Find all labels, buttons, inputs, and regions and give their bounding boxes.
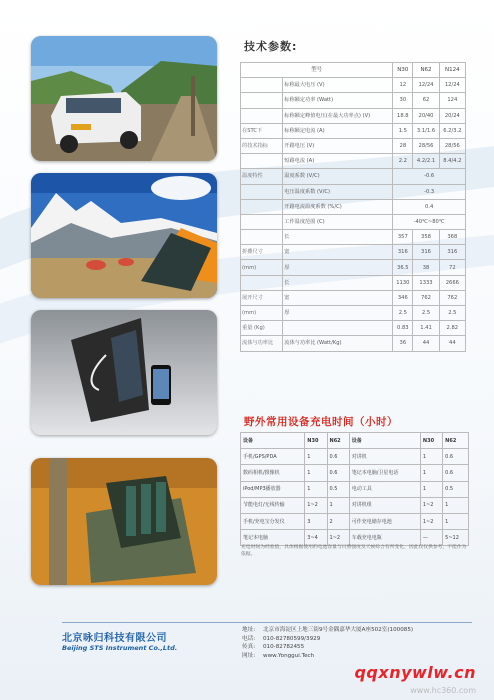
spec-cell: 762 xyxy=(439,290,465,305)
spec-cell: 346 xyxy=(393,290,413,305)
watermark: qqxnywlw.cn xyxy=(354,663,476,682)
spec-cell xyxy=(283,321,393,336)
spec-cell: 短路电流 (A) xyxy=(283,154,393,169)
spec-row xyxy=(241,230,466,245)
spec-cell: 358 xyxy=(413,230,439,245)
address-value: 北京市海淀区上地三街9号金隅嘉华大厦A座502室(100085) xyxy=(263,627,414,633)
spec-cell: 1130 xyxy=(393,275,413,290)
charge-cell: N62 xyxy=(327,433,349,449)
spec-cell: 30 xyxy=(393,93,413,108)
charge-row xyxy=(241,449,469,465)
charge-cell: 笔记本电脑/卫星电话 xyxy=(349,465,420,481)
spec-cell: 宽 xyxy=(283,245,393,260)
spec-cell: 316 xyxy=(393,245,413,260)
company-name-cn: 北京咏归科技有限公司 xyxy=(62,633,167,644)
spec-row xyxy=(241,154,466,169)
spec-cell: 18.8 xyxy=(393,108,413,123)
charge-cell: 手机/GPS/PDA xyxy=(241,449,305,465)
spec-cell: 44 xyxy=(413,336,439,351)
spec-cell: 1.41 xyxy=(413,321,439,336)
spec-cell: 2666 xyxy=(439,275,465,290)
web-label: 网址: xyxy=(242,652,256,659)
web-value[interactable]: www.Yonggui.Tech xyxy=(263,652,315,659)
spec-cell: 28/56 xyxy=(439,138,465,153)
fax-label: 传真: xyxy=(242,644,256,651)
charge-cell: 1~2 xyxy=(420,513,442,529)
spec-cell: 0.83 xyxy=(393,321,413,336)
spec-cell: 工作温度范围 (C) xyxy=(283,214,393,229)
photo-truck-bridge xyxy=(31,36,217,161)
spec-cell: 宽 xyxy=(283,290,393,305)
spec-cell: 12 xyxy=(393,78,413,93)
spec-cell xyxy=(241,78,283,93)
spec-cell: 重量 (Kg) xyxy=(241,321,283,336)
contact-fax xyxy=(242,643,413,652)
spec-cell: 20/40 xyxy=(413,108,439,123)
spec-cell: 2.82 xyxy=(439,321,465,336)
spec-row xyxy=(241,184,466,199)
spec-cell: 368 xyxy=(439,230,465,245)
spec-cell: 标称最大电压 (V) xyxy=(283,78,393,93)
spec-cell: 电压温度系数 (V/C) xyxy=(283,184,393,199)
charge-cell: 设备 xyxy=(349,433,420,449)
spec-row xyxy=(241,275,466,290)
spec-cell: 在STC下 xyxy=(241,123,283,138)
charge-cell: 车载充电电瓶 xyxy=(349,530,420,546)
charge-cell: 设备 xyxy=(241,433,305,449)
charge-cell: 对讲机 xyxy=(349,449,420,465)
charge-header-row xyxy=(241,433,469,449)
charge-cell: N30 xyxy=(305,433,327,449)
spec-cell: 38 xyxy=(413,260,439,275)
charge-cell: 1~2 xyxy=(327,530,349,546)
charge-cell: 1~2 xyxy=(305,497,327,513)
spec-table xyxy=(240,62,466,352)
charge-cell: 数码相机/摄像机 xyxy=(241,465,305,481)
spec-cell: 厚 xyxy=(283,306,393,321)
spec-cell: 36 xyxy=(393,336,413,351)
address-label: 地址: xyxy=(242,627,256,633)
charge-row xyxy=(241,481,469,497)
spec-cell: 流体与功率比 (Watt/Kg) xyxy=(283,336,393,351)
spec-row xyxy=(241,336,466,351)
spec-row xyxy=(241,169,466,184)
company-name-en: Beijing STS Instrument Co.,Ltd. xyxy=(62,644,178,652)
charge-cell: 1 xyxy=(305,481,327,497)
spec-title: 技术参数: xyxy=(244,40,298,53)
charge-cell: 节能电灯/无线传输 xyxy=(241,497,305,513)
spec-cell: 12/24 xyxy=(413,78,439,93)
spec-cell: 44 xyxy=(439,336,465,351)
charge-cell: 1 xyxy=(443,497,469,513)
spec-row xyxy=(241,290,466,305)
photo-bag-leaves xyxy=(31,458,217,585)
spec-cell xyxy=(241,199,283,214)
spec-cell: 的技术指标 xyxy=(241,138,283,153)
spec-cell xyxy=(241,184,283,199)
spec-row xyxy=(241,321,466,336)
charge-cell: 电动工具 xyxy=(349,481,420,497)
spec-cell: (mm) xyxy=(241,260,283,275)
charge-cell: 3~4 xyxy=(305,530,327,546)
spec-cell: 20/24 xyxy=(439,108,465,123)
photo-panel-phone xyxy=(31,310,217,435)
spec-cell: 标称额定峰值电压(在最大功率点) (V) xyxy=(283,108,393,123)
charge-cell: 1 xyxy=(305,465,327,481)
spec-cell xyxy=(241,214,283,229)
spec-cell: 标称额定电流 (A) xyxy=(283,123,393,138)
spec-cell: 标称额定功率 (Watt) xyxy=(283,93,393,108)
spec-cell: 温度系数 (V/C) xyxy=(283,169,393,184)
spec-cell: 折叠尺寸 xyxy=(241,245,283,260)
spec-row xyxy=(241,138,466,153)
spec-header-n62: N62 xyxy=(413,63,439,78)
charge-note: 充电时间为经验值，具体根据使用的电池容量与日照强度及天候综合有所变化，因此仅仅供参考，不能作为依据。 xyxy=(241,545,467,557)
spec-cell: 62 xyxy=(413,93,439,108)
contact-phone xyxy=(242,635,413,644)
charge-cell: 手机/充电宝分发仪 xyxy=(241,513,305,529)
charge-cell: 0.6 xyxy=(443,449,469,465)
charge-cell: 1 xyxy=(443,513,469,529)
spec-cell xyxy=(241,93,283,108)
spec-cell: 762 xyxy=(413,290,439,305)
spec-cell: -0.3 xyxy=(393,184,466,199)
charge-title: 野外常用设备充电时间（小时） xyxy=(244,416,398,428)
spec-header-n30: N30 xyxy=(393,63,413,78)
spec-header-model: 型号 xyxy=(241,63,393,78)
spec-cell: 0.4 xyxy=(393,199,466,214)
watermark-small: www.hc360.com xyxy=(410,686,476,695)
spec-cell: 2.5 xyxy=(393,306,413,321)
spec-cell: 2.2 xyxy=(393,154,413,169)
spec-cell xyxy=(241,230,283,245)
spec-cell: 流体与功率比 xyxy=(241,336,283,351)
charge-cell: 0.6 xyxy=(327,465,349,481)
charge-cell: 1 xyxy=(305,449,327,465)
spec-row xyxy=(241,123,466,138)
spec-row xyxy=(241,260,466,275)
charge-row xyxy=(241,513,469,529)
spec-row xyxy=(241,108,466,123)
contact-web xyxy=(242,652,413,661)
spec-cell: 开路电流温度系数 (%/C) xyxy=(283,199,393,214)
spec-cell: 357 xyxy=(393,230,413,245)
spec-cell: 1333 xyxy=(413,275,439,290)
spec-cell: 2.5 xyxy=(439,306,465,321)
charge-cell: 0.6 xyxy=(327,449,349,465)
contact-address xyxy=(242,626,413,635)
photo-mountain-camp xyxy=(31,173,217,298)
spec-cell: -0.6 xyxy=(393,169,466,184)
spec-cell: -40℃~80℃ xyxy=(393,214,466,229)
charge-cell: 1 xyxy=(420,481,442,497)
spec-cell: 124 xyxy=(439,93,465,108)
charge-cell: 对讲机组 xyxy=(349,497,420,513)
spec-cell: 4.2/2.1 xyxy=(413,154,439,169)
footer-rule xyxy=(62,622,472,623)
charge-cell: 1 xyxy=(420,465,442,481)
spec-cell: 28 xyxy=(393,138,413,153)
fax-value: 010-82782455 xyxy=(263,644,305,651)
spec-row xyxy=(241,245,466,260)
phone-label: 电话: xyxy=(242,635,256,642)
charge-cell: 1~2 xyxy=(420,497,442,513)
spec-cell xyxy=(241,275,283,290)
spec-cell xyxy=(241,154,283,169)
charge-cell: 1 xyxy=(327,497,349,513)
charge-cell: 3 xyxy=(305,513,327,529)
spec-cell: 36.5 xyxy=(393,260,413,275)
spec-row xyxy=(241,199,466,214)
spec-cell: 6.2/3.2 xyxy=(439,123,465,138)
charge-cell: 5~12 xyxy=(443,530,469,546)
spec-cell: 开路电压 (V) xyxy=(283,138,393,153)
charge-cell: 0.5 xyxy=(443,481,469,497)
charge-table xyxy=(240,432,469,546)
charge-cell: 可作充电储存电池 xyxy=(349,513,420,529)
spec-cell: 316 xyxy=(413,245,439,260)
charge-cell: N62 xyxy=(443,433,469,449)
charge-row xyxy=(241,465,469,481)
spec-cell: (mm) xyxy=(241,306,283,321)
spec-cell xyxy=(241,108,283,123)
charge-cell: 1 xyxy=(420,449,442,465)
spec-row xyxy=(241,214,466,229)
spec-row xyxy=(241,93,466,108)
spec-cell: 展开尺寸 xyxy=(241,290,283,305)
spec-row xyxy=(241,78,466,93)
spec-row xyxy=(241,306,466,321)
charge-cell: 2 xyxy=(327,513,349,529)
charge-row xyxy=(241,497,469,513)
charge-cell: 0.5 xyxy=(327,481,349,497)
charge-cell: iPod/MP3播放器 xyxy=(241,481,305,497)
phone-value: 010-82780599/3929 xyxy=(263,635,321,642)
spec-cell: 2.5 xyxy=(413,306,439,321)
spec-cell: 72 xyxy=(439,260,465,275)
spec-cell: 温度特性 xyxy=(241,169,283,184)
charge-cell: — xyxy=(420,530,442,546)
spec-cell: 长 xyxy=(283,230,393,245)
spec-header-n124: N124 xyxy=(439,63,465,78)
contact-block xyxy=(242,626,413,660)
charge-cell: N30 xyxy=(420,433,442,449)
spec-cell: 12/24 xyxy=(439,78,465,93)
spec-cell: 8.4/4.2 xyxy=(439,154,465,169)
charge-cell: 笔记本电脑 xyxy=(241,530,305,546)
spec-cell: 1.5 xyxy=(393,123,413,138)
spec-cell: 厚 xyxy=(283,260,393,275)
charge-cell: 0.6 xyxy=(443,465,469,481)
spec-cell: 28/56 xyxy=(413,138,439,153)
spec-cell: 3.1/1.6 xyxy=(413,123,439,138)
spec-cell: 长 xyxy=(283,275,393,290)
spec-cell: 316 xyxy=(439,245,465,260)
spec-header-row xyxy=(241,63,466,78)
